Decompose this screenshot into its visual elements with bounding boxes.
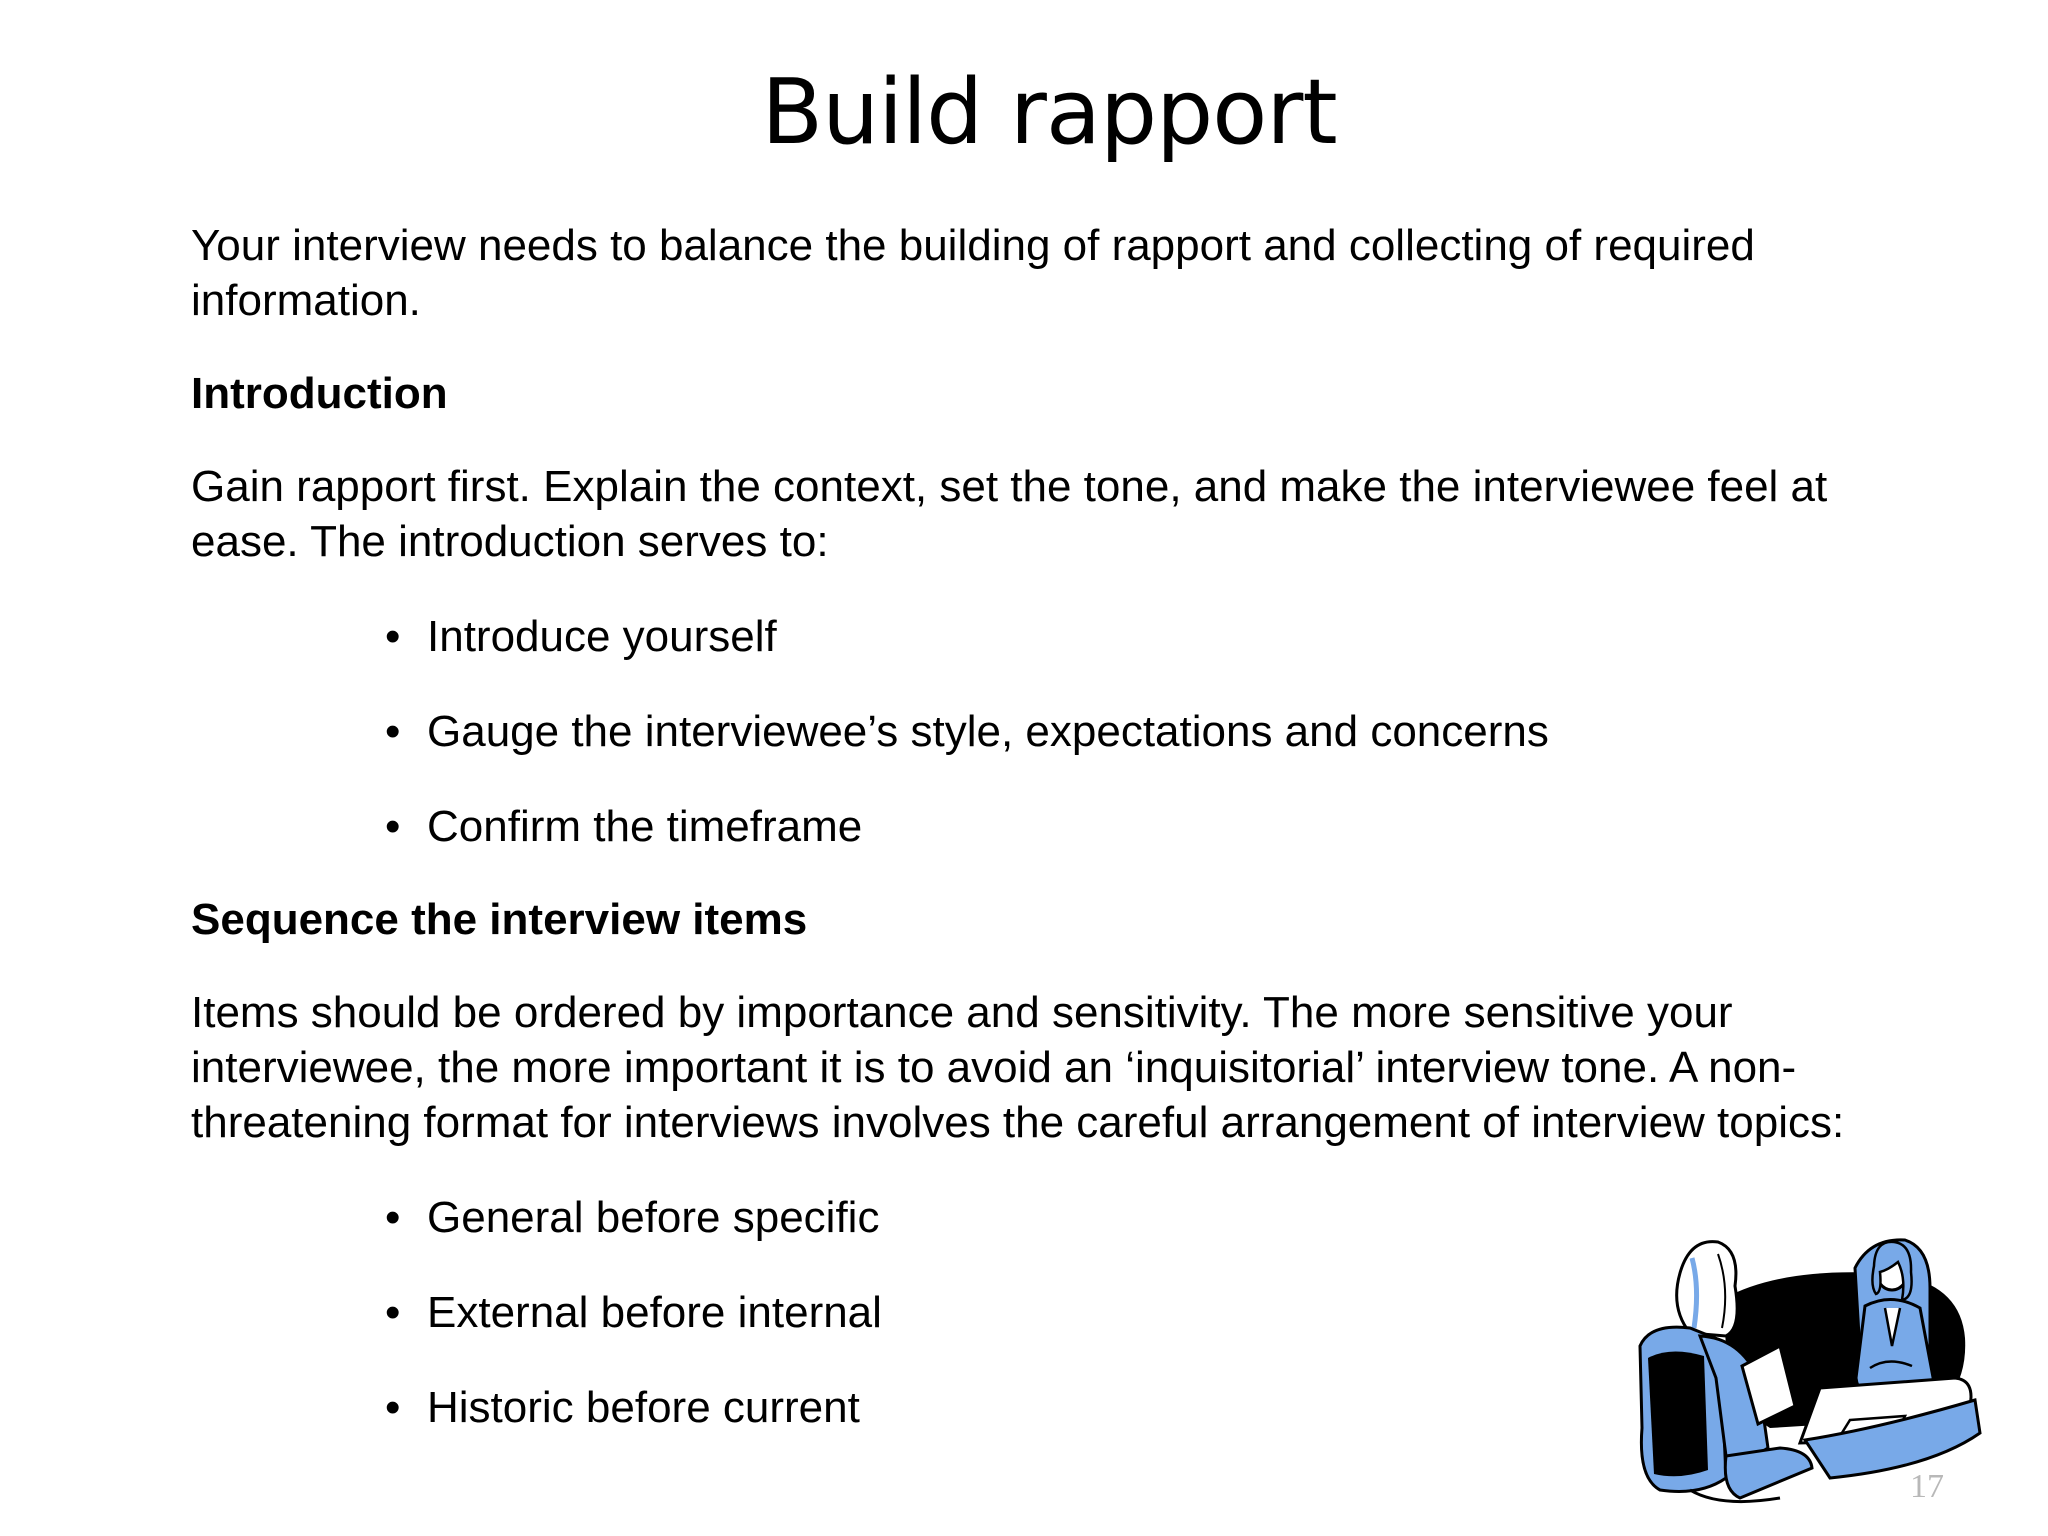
- bullet-list-introduction: [191, 609, 1891, 854]
- bullet-text: Historic before current: [427, 1383, 860, 1432]
- list-item: [191, 609, 1891, 664]
- bullet-icon: •: [385, 1288, 401, 1337]
- intro-paragraph: Your interview needs to balance the building of rapport and collecting of required information.: [191, 221, 1755, 325]
- bullet-icon: •: [385, 1383, 401, 1432]
- list-item: [191, 799, 1891, 854]
- left-person-hair: [1677, 1242, 1737, 1336]
- slide-title: Build rapport: [761, 60, 1337, 165]
- section-heading-sequence: Sequence the interview items: [191, 895, 808, 944]
- section-paragraph-introduction: Gain rapport first. Explain the context, set the tone, and make the interviewee feel at ease. The introduction serves to:: [191, 462, 1828, 566]
- section-paragraph-sequence: Items should be ordered by importance and sensitivity. The more sensitive your interviewee, the more important it is to avoid an ‘inquisitorial’ interview tone. A non-threatening format for interviews involves the careful arrangement of interview topics:: [191, 988, 1845, 1147]
- bullet-icon: •: [385, 802, 401, 851]
- bullet-text: Gauge the interviewee’s style, expectations and concerns: [427, 707, 1549, 756]
- bullet-text: Introduce yourself: [427, 612, 777, 661]
- left-chair-inner: [1648, 1351, 1708, 1476]
- bullet-icon: •: [385, 1193, 401, 1242]
- bullet-text: Confirm the timeframe: [427, 802, 863, 851]
- section-heading-introduction: Introduction: [191, 369, 448, 418]
- bullet-text: External before internal: [427, 1288, 882, 1337]
- page-number: 17: [1910, 1468, 1944, 1505]
- bullet-text: General before specific: [427, 1193, 880, 1242]
- list-item: [191, 704, 1891, 759]
- bullet-icon: •: [385, 612, 401, 661]
- bullet-icon: •: [385, 707, 401, 756]
- left-person-legs: [1725, 1448, 1812, 1498]
